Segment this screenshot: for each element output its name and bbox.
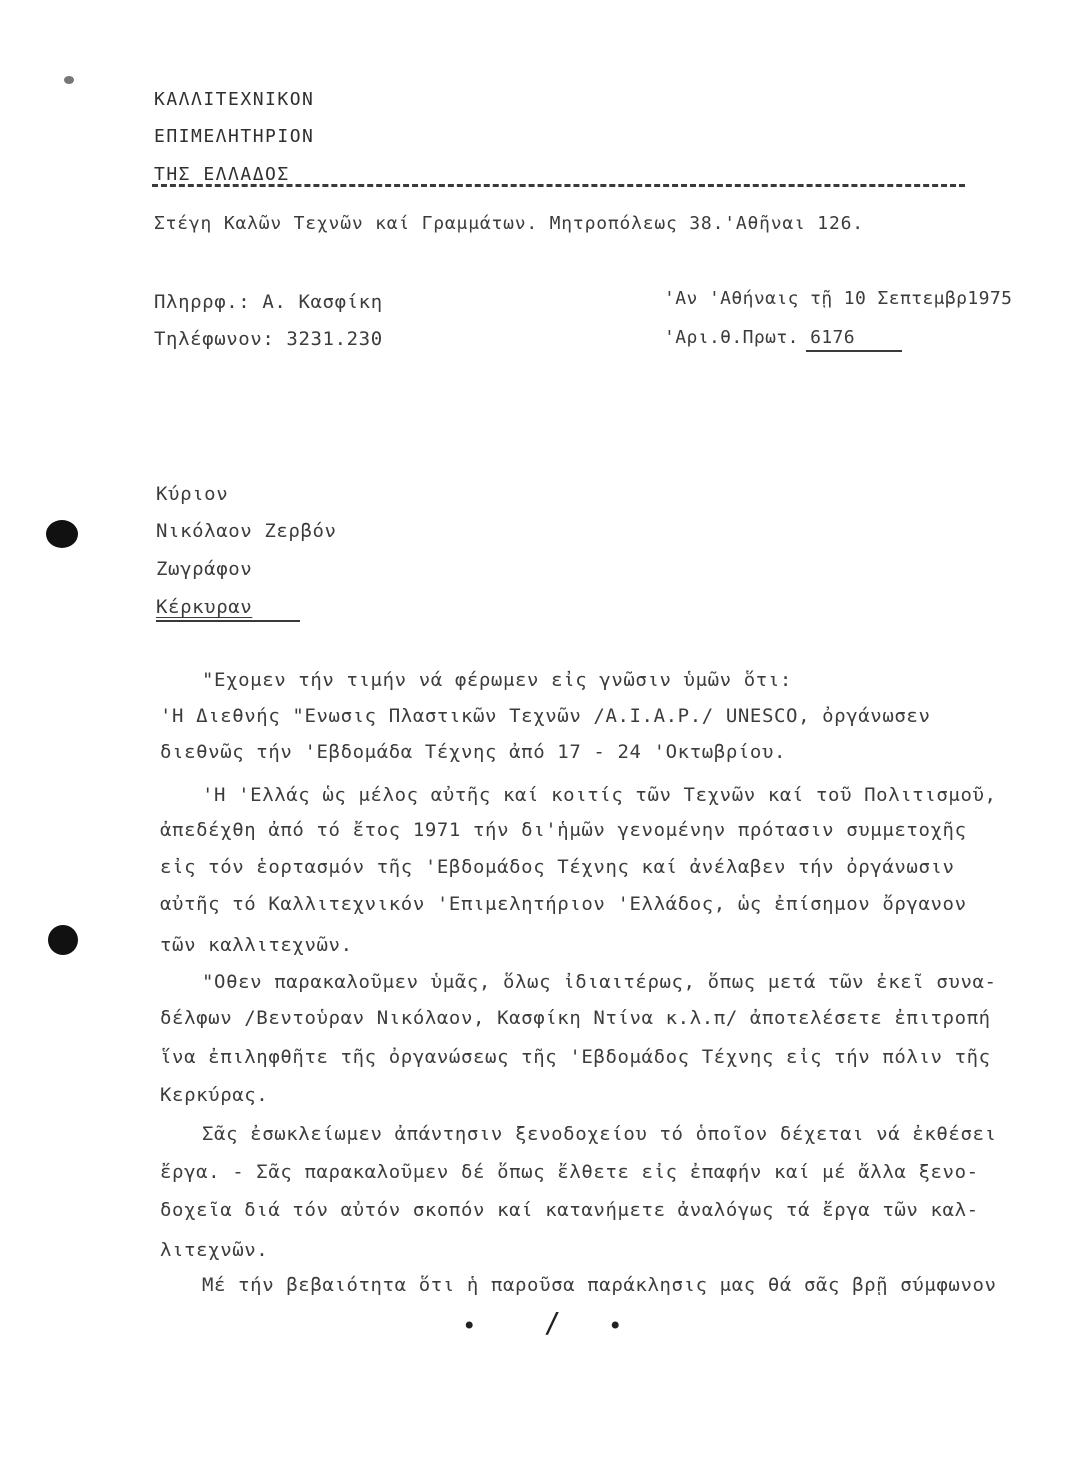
- body-line: δοχεῖα διά τόν αὐτόν σκοπόν καί κατανήμετε ἀναλόγως τά ἔργα τῶν καλ-: [160, 1199, 979, 1221]
- protocol-underline: [806, 350, 902, 352]
- contact-info: Πληρρφ.: Α. Κασφίκη: [154, 291, 383, 313]
- letterhead-address: Στέγη Καλῶν Τεχνῶν καί Γραμμάτων. Μητροπόλεως 38.'Αθῆναι 126.: [154, 213, 864, 234]
- protocol-number: 'Αρι.θ.Πρωτ. 6176: [664, 327, 856, 348]
- letterhead-line2: ΕΠΙΜΕΛΗΤΗΡΙΟΝ: [154, 126, 315, 147]
- continuation-dot-right: •: [608, 1312, 623, 1340]
- body-line: τῶν καλλιτεχνῶν.: [160, 934, 353, 956]
- recipient-profession: Ζωγράφον: [156, 558, 253, 580]
- body-line: 'Η Διεθνής "Ενωσις Πλαστικῶν Τεχνῶν /Α.Ι.Α.Ρ./ UNESCO, ὀργάνωσεν: [160, 705, 931, 727]
- recipient-underline: [156, 620, 300, 622]
- letterhead-line1: ΚΑΛΛΙΤΕΧΝΙΚΟΝ: [154, 89, 315, 110]
- punch-hole-bottom: [48, 925, 78, 955]
- recipient-title: Κύριον: [156, 483, 229, 505]
- body-line: Μέ τήν βεβαιότητα ὅτι ἡ παροῦσα παράκλησις μας θά σᾶς βρῇ σύμφωνον: [202, 1274, 997, 1296]
- body-line: Κερκύρας.: [160, 1084, 269, 1106]
- recipient-city: Κέρκυραν: [156, 596, 253, 618]
- body-line: "Οθεν παρακαλοῦμεν ὑμᾶς, ὅλως ἰδιαιτέρως, ὅπως μετά τῶν ἐκεῖ συνα-: [202, 971, 997, 993]
- place-date: 'Αν 'Αθήναις τῇ 10 Σεπτεμβρ1975: [664, 288, 1013, 309]
- continuation-dot-left: •: [462, 1312, 477, 1340]
- body-line: ἵνα ἐπιληφθῆτε τῆς ὀργανώσεως τῆς 'Εβδομάδος Τέχνης εἰς τήν πόλιν τῆς: [160, 1046, 991, 1068]
- body-line: ἀπεδέχθη ἀπό τό ἔτος 1971 τήν δι'ἡμῶν γενομένην πρότασιν συμμετοχῆς: [160, 819, 967, 841]
- recipient-name: Νικόλαον Ζερβόν: [156, 520, 337, 542]
- body-line: δέλφων /Βεντοὑραν Νικόλαον, Κασφίκη Ντίνα κ.λ.π/ ἀποτελέσετε ἐπιτροπή: [160, 1007, 991, 1029]
- letterhead-line3: ΤΗΣ ΕΛΛΑΔΟΣ: [154, 164, 290, 185]
- body-line: "Εχομεν τήν τιμήν νά φέρωμεν εἰς γνῶσιν ὑμῶν ὅτι:: [202, 669, 792, 691]
- ink-speck: [64, 76, 74, 84]
- body-line: 'Η 'Ελλάς ὡς μέλος αὐτῆς καί κοιτίς τῶν Τεχνῶν καί τοῦ Πολιτισμοῦ,: [202, 784, 997, 806]
- body-line: αὐτῆς τό Καλλιτεχνικόν 'Επιμελητήριον 'Ελλάδος, ὡς ἐπίσημον ὄργανον: [160, 893, 967, 915]
- body-line: εἰς τόν ἑορτασμόν τῆς 'Εβδομάδος Τέχνης καί ἀνέλαβεν τήν ὀργάνωσιν: [160, 856, 955, 878]
- body-line: διεθνῶς τήν 'Εβδομάδα Τέχνης ἀπό 17 - 24 'Οκτωβρίου.: [160, 741, 787, 763]
- body-line: ἔργα. - Σᾶς παρακαλοῦμεν δέ ὅπως ἔλθετε εἰς ἐπαφήν καί μέ ἄλλα ξενο-: [160, 1161, 979, 1183]
- continuation-slash: /: [544, 1306, 561, 1339]
- body-line: Σᾶς ἐσωκλείωμεν ἀπάντησιν ξενοδοχείου τό ὁποῖον δέχεται νά ἐκθέσει: [202, 1123, 997, 1145]
- phone-info: Τηλέφωνον: 3231.230: [154, 328, 383, 350]
- letterhead-rule: [152, 184, 965, 187]
- body-line: λιτεχνῶν.: [160, 1239, 269, 1261]
- punch-hole-top: [46, 520, 78, 548]
